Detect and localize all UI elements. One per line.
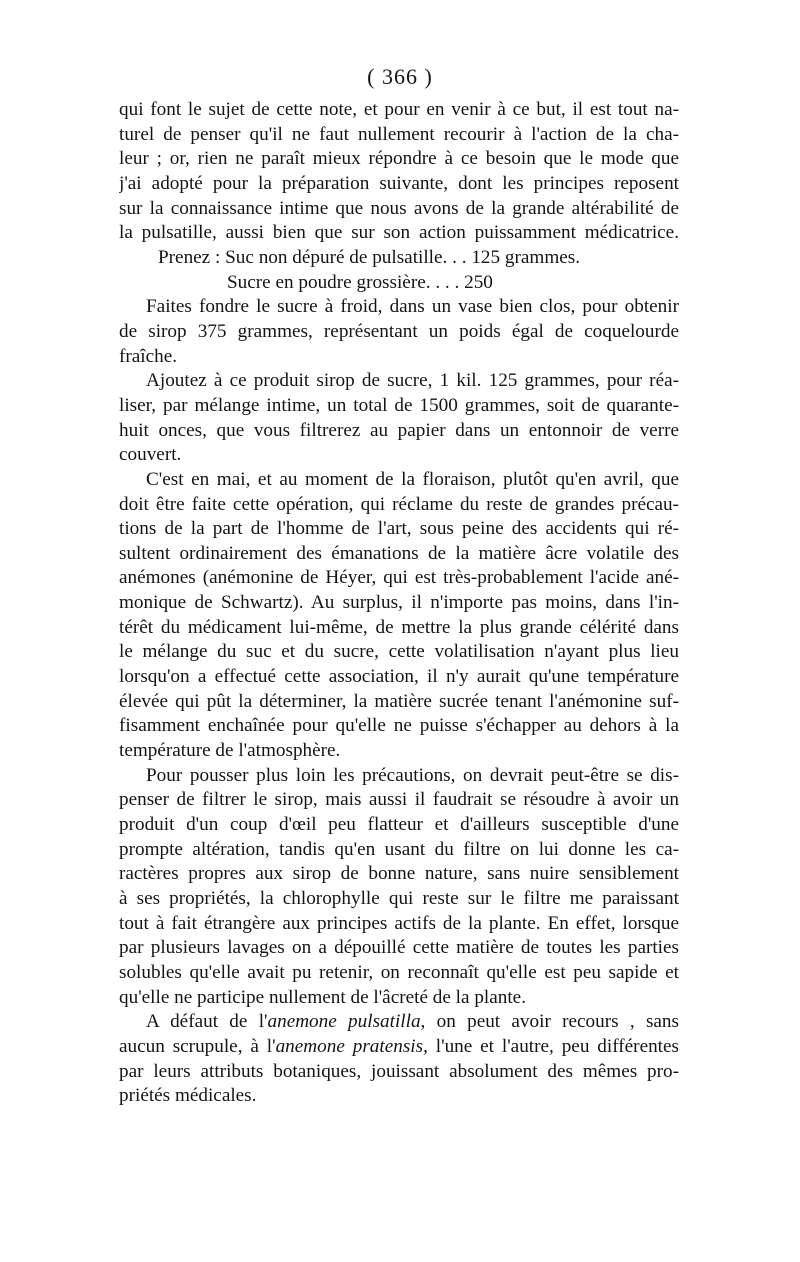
paragraph-a-defaut xyxy=(119,1010,679,1109)
text-line xyxy=(119,1010,679,1035)
text-line: ractères propres aux sirop de bonne nature, sans nuire sensiblement xyxy=(119,863,679,885)
text-line: fraîche. xyxy=(119,345,178,367)
text-line: leur ; or, rien ne paraît mieux répondre à ce besoin que le mode que xyxy=(119,148,679,170)
text-line: Pour pousser plus loin les précautions, on devrait peut-être se dis- xyxy=(146,764,679,786)
text-line: par leurs attributs botaniques, jouissant absolument des mêmes pro- xyxy=(119,1060,679,1082)
text-line: doit être faite cette opération, qui réclame du reste de grandes précau- xyxy=(119,493,679,515)
text-line: térêt du médicament lui-même, de mettre la plus grande célérité dans xyxy=(119,616,679,638)
text-line: Ajoutez à ce produit sirop de sucre, 1 kil. 125 grammes, pour réa- xyxy=(146,370,679,392)
recipe xyxy=(119,246,679,295)
paragraph-intro xyxy=(119,98,679,246)
body-text xyxy=(119,98,679,1109)
text-line: sur la connaissance intime que nous avons de la grande altérabilité de xyxy=(119,197,679,219)
text-line: turel de penser qu'il ne faut nullement recourir à l'action de la cha- xyxy=(119,123,679,145)
text-line xyxy=(119,1035,679,1060)
species-name: anemone pratensis xyxy=(275,1035,424,1057)
text-line: couvert. xyxy=(119,444,182,466)
text-run: A défaut de l' xyxy=(146,1011,268,1033)
text-line: à ses propriétés, la chlorophylle qui reste sur le filtre me paraissant xyxy=(119,888,679,909)
text-line: prompte altération, tandis qu'en usant du filtre on lui donne les ca- xyxy=(119,838,679,860)
text-line: fisamment enchaînée pour qu'elle ne puisse s'échapper au dehors à la xyxy=(119,715,679,737)
text-line: anémones (anémonine de Héyer, qui est très-probablement l'acide ané- xyxy=(119,567,679,589)
text-line: la pulsatille, aussi bien que sur son action puissamment médicatrice. xyxy=(119,222,679,244)
text-line: solubles qu'elle avait pu retenir, on reconnaît qu'elle est peu sapide et xyxy=(119,961,679,983)
recipe-line: Prenez : Suc non dépuré de pulsatille. . . 125 grammes. xyxy=(158,246,581,268)
paragraph-cest-en-mai xyxy=(119,468,679,764)
text-line: j'ai adopté pour la préparation suivante, dont les principes reposent xyxy=(119,172,679,194)
text-line: priétés médicales. xyxy=(119,1085,257,1107)
text-line: qu'elle ne participe nullement de l'âcreté de la plante. xyxy=(119,986,526,1008)
text-line: monique de Schwartz). Au surplus, il n'importe pas moins, dans l'in- xyxy=(119,592,679,614)
text-line: huit onces, que vous filtrerez au papier dans un entonnoir de verre xyxy=(119,419,679,441)
text-line: de sirop 375 grammes, représentant un poids égal de coquelourde xyxy=(119,320,679,342)
text-line: Faites fondre le sucre à froid, dans un vase bien clos, pour obtenir xyxy=(146,296,679,318)
text-run: , l'une et l'autre, peu différentes xyxy=(423,1035,679,1057)
text-line: qui font le sujet de cette note, et pour en venir à ce but, il est tout na- xyxy=(119,99,679,120)
text-line: produit d'un coup d'œil peu flatteur et d'ailleurs susceptible d'une xyxy=(119,814,679,836)
paragraph-ajoutez xyxy=(119,369,679,468)
text-run: aucun scrupule, à l' xyxy=(119,1035,276,1057)
text-line: tout à fait étrangère aux principes actifs de la plante. En effet, lorsque xyxy=(119,912,679,934)
paragraph-faites-fondre xyxy=(119,295,679,369)
text-line: sultent ordinairement des émanations de la matière âcre volatile des xyxy=(119,542,679,564)
text-line: C'est en mai, et au moment de la floraison, plutôt qu'en avril, que xyxy=(146,468,679,490)
text-line: le mélange du suc et du sucre, cette volatilisation n'ayant plus lieu xyxy=(119,641,679,663)
text-line: penser de filtrer le sirop, mais aussi il faudrait se résoudre à avoir un xyxy=(119,789,679,811)
text-line: liser, par mélange intime, un total de 1500 grammes, soit de quarante- xyxy=(119,394,679,416)
text-line: tions de la part de l'homme de l'art, sous peine des accidents qui ré- xyxy=(119,518,679,540)
text-line: élevée qui pût la déterminer, la matière sucrée tenant l'anémonine suf- xyxy=(119,690,679,712)
text-line: température de l'atmosphère. xyxy=(119,740,341,762)
species-name: anemone pulsatilla xyxy=(267,1011,421,1033)
text-line: lorsqu'on a effectué cette association, il n'y aurait qu'une température xyxy=(119,666,679,688)
text-run: , on peut avoir recours , sans xyxy=(420,1011,679,1033)
paragraph-pour-pousser xyxy=(119,764,679,1011)
text-line: par plusieurs lavages on a dépouillé cette matière de toutes les parties xyxy=(119,937,679,959)
recipe-line: Sucre en poudre grossière. . . . 250 xyxy=(227,271,493,293)
page-number: ( 366 ) xyxy=(367,64,433,89)
